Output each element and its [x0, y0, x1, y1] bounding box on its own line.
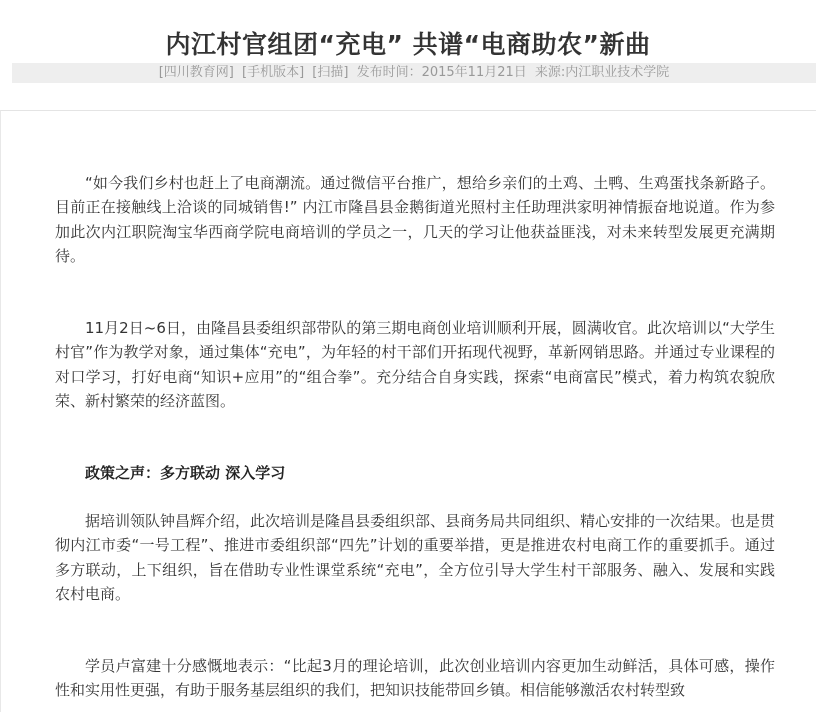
article-paragraph-4: 学员卢富建十分感慨地表示：“比起3月的理论培训，此次创业培训内容更加生动鲜活，具体可感，操作性和实用性更强，有助于服务基层组织的我们，把知识技能带回乡镇。相信能够激活农村转型致 [55, 657, 775, 700]
article-title: 内江村官组团“充电” 共谱“电商助农”新曲 [165, 29, 651, 59]
publish-time: 发布时间：2015年11月21日 [356, 65, 527, 80]
scan-link[interactable]: [扫描] [312, 65, 349, 80]
article-paragraph-1: “如今我们乡村也赶上了电商潮流。通过微信平台推广，想给乡亲们的土鸡、土鸭、生鸡蛋找条新路子。目前正在接触线上洽谈的同城销售!” 内江市隆昌县金鹅街道光照村主任助理洪家明神情振奋地说道。作为参加此次内江职院淘宝华西商学院电商培训的学员之一，几天的学习让他获益匪浅，对未来转型发展更充满期待。 [55, 174, 775, 265]
article-meta-bar [12, 63, 816, 83]
article-body [0, 110, 816, 712]
mobile-version-link[interactable]: [手机版本] [242, 65, 305, 80]
article-paragraph-3: 据培训领队钟昌辉介绍，此次培训是隆昌县委组织部、县商务局共同组织、精心安排的一次结果。也是贯彻内江市委“一号工程”、推进市委组织部“四先”计划的重要举措，更是推进农村电商工作的重要抓手。通过多方联动，上下组织，旨在借助专业性课堂系统“充电”，全方位引导大学生村干部服务、融入、发展和实践农村电商。 [55, 512, 776, 603]
source-site-link[interactable]: [四川教育网] [158, 65, 234, 80]
article-paragraph-2: 11月2日~6日，由隆昌县委组织部带队的第三期电商创业培训顺利开展，圆满收官。此次培训以“大学生村官”作为教学对象，通过集体“充电”，为年轻的村干部们开拓现代视野，革新网销思路。并通过专业课程的对口学习，打好电商“知识+应用”的“组合拳”。充分结合自身实践，探索“电商富民”模式，着力构筑农貌欣荣、新村繁荣的经济蓝图。 [55, 319, 775, 410]
article-source: 来源:内江职业技术学院 [534, 65, 670, 80]
section-heading: 政策之声：多方联动 深入学习 [85, 464, 286, 482]
